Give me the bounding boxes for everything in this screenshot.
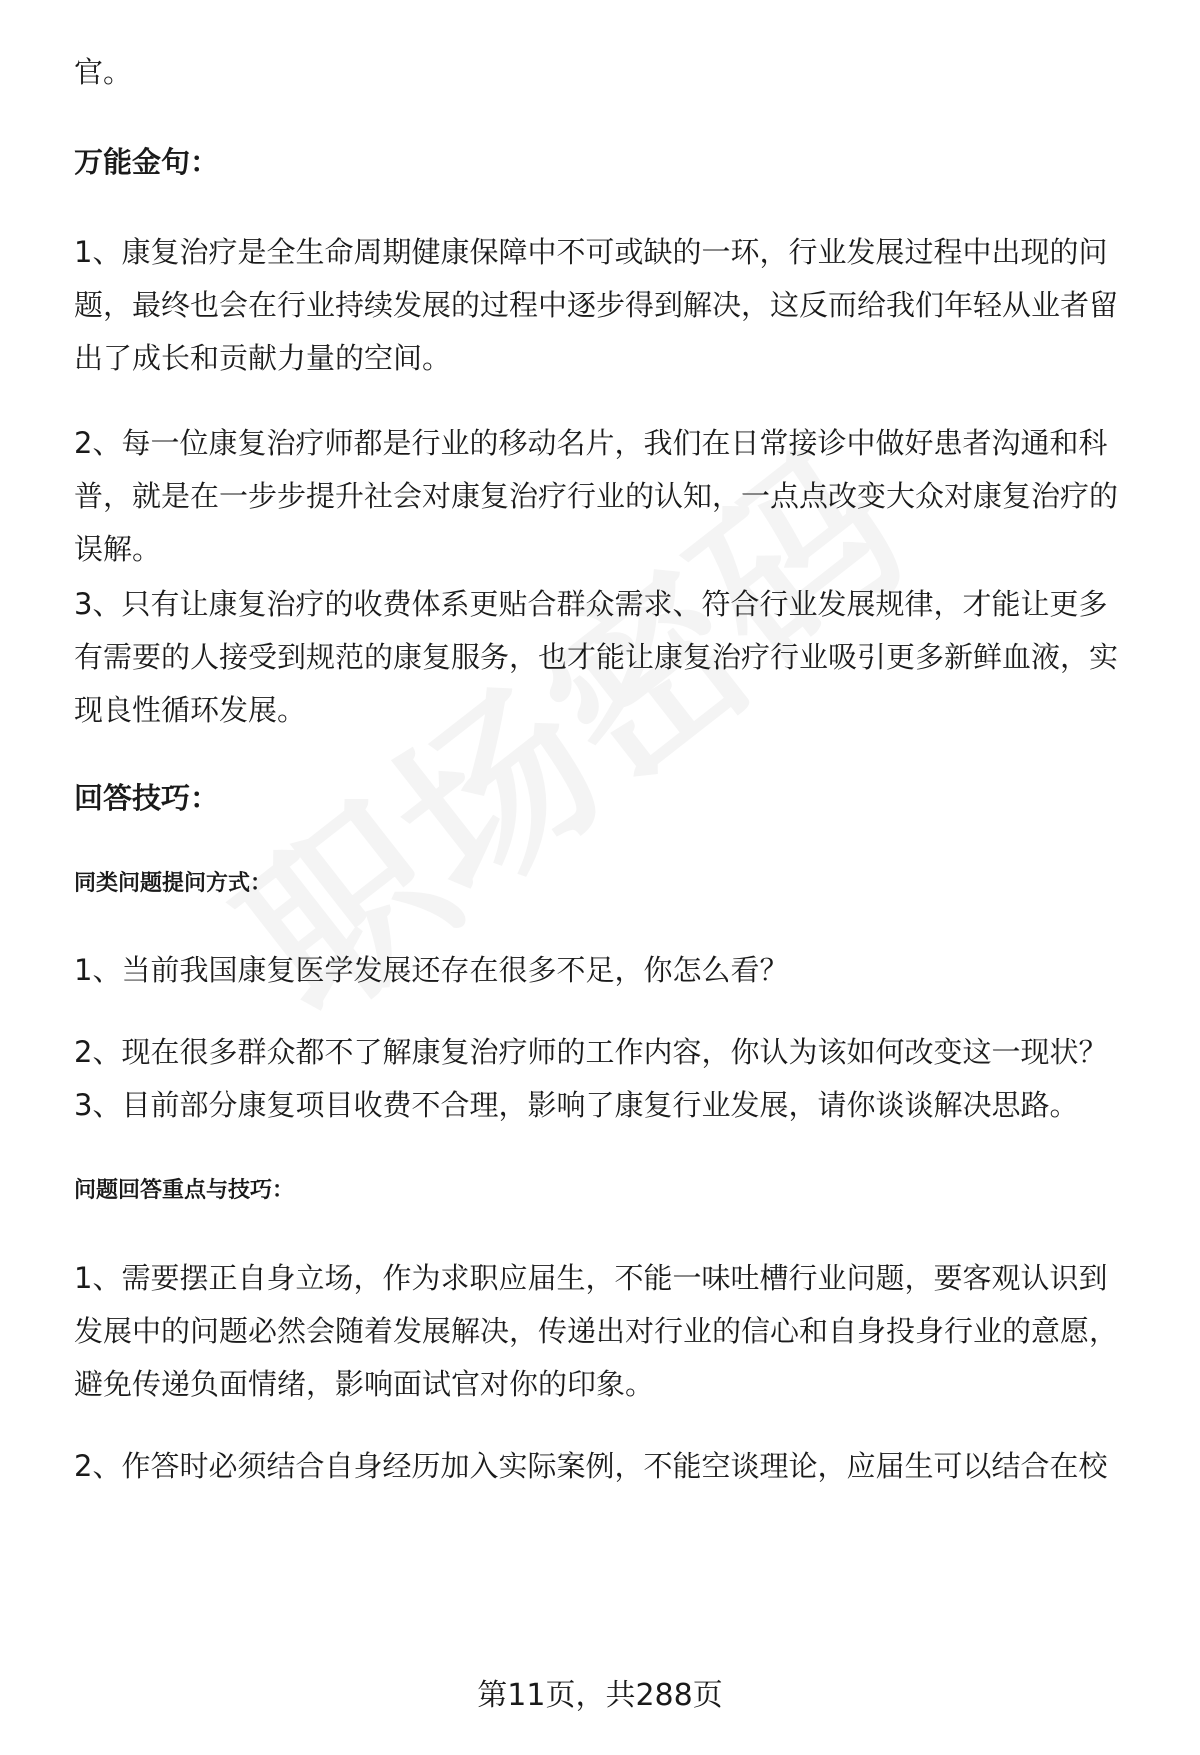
golden-line: 1、康复治疗是全生命周期健康保障中不可或缺的一环，行业发展过程中出现的问: [74, 235, 1108, 269]
golden-line: 普，就是在一步步提升社会对康复治疗行业的认知，一点点改变大众对康复治疗的: [74, 479, 1119, 513]
key-point-line: 避免传递负面情绪，影响面试官对你的印象。: [74, 1367, 655, 1401]
key-point-line: 2、作答时必须结合自身经历加入实际案例，不能空谈理论，应届生可以结合在校: [74, 1449, 1108, 1483]
similar-question: 1、当前我国康复医学发展还存在很多不足，你怎么看？: [74, 953, 789, 987]
continuation-text: 官。: [74, 55, 133, 89]
key-points-heading: 问题回答重点与技巧：: [74, 1178, 295, 1203]
golden-line: 误解。: [74, 532, 162, 566]
tips-heading: 回答技巧：: [74, 781, 220, 815]
similar-questions-heading: 同类问题提问方式：: [74, 871, 273, 896]
golden-line: 出了成长和贡献力量的空间。: [74, 341, 452, 375]
page-number: 第11页，共288页: [477, 1678, 723, 1713]
similar-question: 2、现在很多群众都不了解康复治疗师的工作内容，你认为该如何改变这一现状？: [74, 1035, 1108, 1069]
golden-line: 2、每一位康复治疗师都是行业的移动名片，我们在日常接诊中做好患者沟通和科: [74, 426, 1108, 460]
key-point-line: 1、需要摆正自身立场，作为求职应届生，不能一味吐槽行业问题，要客观认识到: [74, 1261, 1108, 1295]
golden-line: 题，最终也会在行业持续发展的过程中逐步得到解决，这反而给我们年轻从业者留: [74, 288, 1119, 322]
golden-line: 3、只有让康复治疗的收费体系更贴合群众需求、符合行业发展规律，才能让更多: [74, 587, 1108, 621]
golden-line: 有需要的人接受到规范的康复服务，也才能让康复治疗行业吸引更多新鲜血液，实: [74, 640, 1119, 674]
key-point-line: 发展中的问题必然会随着发展解决，传递出对行业的信心和自身投身行业的意愿，: [74, 1314, 1119, 1348]
golden-sentences-heading: 万能金句：: [74, 145, 220, 179]
golden-line: 现良性循环发展。: [74, 693, 307, 727]
similar-question: 3、目前部分康复项目收费不合理，影响了康复行业发展，请你谈谈解决思路。: [74, 1088, 1079, 1122]
